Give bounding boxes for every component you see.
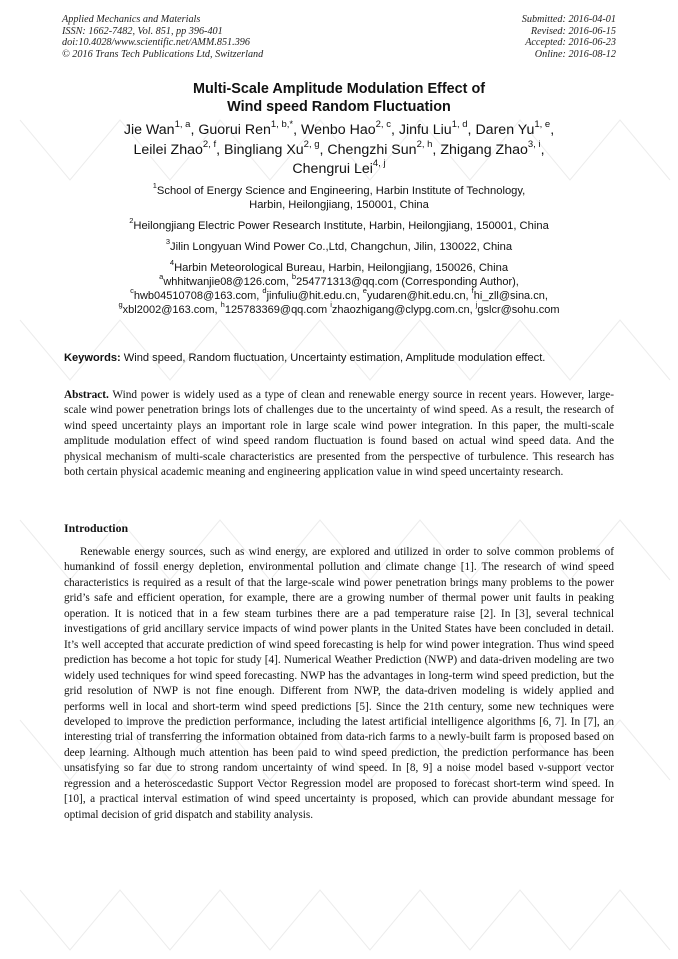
author-separator: , — [432, 141, 441, 158]
keywords-label: Keywords: — [64, 352, 121, 364]
author-separator: , — [467, 122, 476, 138]
journal-name: Applied Mechanics and Materials — [62, 14, 201, 25]
author-name: Zhigang Zhao — [440, 141, 528, 158]
author-email: whhitwanjie08@126.com, — [163, 276, 292, 288]
affiliation-text: Harbin, Heilongjiang, 150001, China — [249, 199, 429, 211]
author-name: Jinfu Liu — [398, 122, 452, 138]
title-line: Multi-Scale Amplitude Modulation Effect of — [192, 81, 486, 97]
author-email: 125783369@qq.com — [224, 304, 331, 316]
copyright-line: © 2016 Trans Tech Publications Ltd, Switzerland — [62, 48, 264, 60]
email-mark: e — [362, 286, 367, 296]
email-mark: h — [220, 300, 225, 310]
affiliation-line — [40, 181, 638, 198]
author-affiliation-mark: 1, e — [534, 119, 551, 131]
email-mark: c — [130, 286, 134, 296]
doi-line: doi:10.4028/www.scientific.net/AMM.851.396 — [62, 37, 250, 49]
author-line — [40, 138, 638, 161]
author-line — [40, 160, 638, 180]
affiliation-number: 1 — [152, 181, 157, 191]
author-affiliation-mark: 2, h — [416, 138, 433, 150]
issn-line: ISSN: 1662-7482, Vol. 851, pp 396-401 — [62, 25, 223, 37]
email-mark: f — [471, 286, 474, 296]
author-name: Bingliang Xu — [224, 141, 304, 158]
author-line — [40, 121, 638, 141]
affiliation-text: Jilin Longyuan Wind Power Co.,Ltd, Changchun, Jilin, 130022, China — [170, 241, 513, 253]
author-name: Leilei Zhao — [133, 141, 203, 158]
affiliation-text: School of Energy Science and Engineering, Harbin Institute of Technology, — [156, 185, 526, 197]
affiliation-text: Heilongjiang Electric Power Research Institute, Harbin, Heilongjiang, 150001, China — [133, 220, 549, 232]
author-separator: , — [550, 122, 555, 138]
author-separator: , — [293, 122, 301, 138]
affiliations — [40, 181, 638, 317]
author-name: Jie Wan — [123, 122, 175, 138]
author-name: Wenbo Hao — [300, 122, 376, 138]
author-affiliation-mark: 1, b,* — [270, 119, 294, 131]
author-separator: , — [390, 122, 399, 138]
keywords — [64, 351, 624, 365]
author-separator: , — [190, 122, 199, 138]
abstract-text: Wind power is widely used as a type of clean and renewable energy source in recent years. However, large-scale wind power penetration brings lots of challenges due to the uncertainty of wind speed. As a result, the research of wind speed uncertainty plays an important role in large scale wind power integration. In this paper, the multi-scale amplitude modulation effect of wind speed random fluctuation is found based on actual wind speed data. And the physical mechanism of multi-scale characteristics are presented from the perspective of turbulence. This research has both certain physical academic meaning and engineering application value in wind speed uncertainty research. — [64, 389, 614, 479]
author-email: jinfuliu@hit.edu.cn, — [266, 290, 363, 302]
author-email: xbl2002@163.com, — [122, 304, 221, 316]
author-separator: , — [319, 141, 328, 158]
author-email: gslcr@sohu.com — [477, 304, 560, 316]
author-name: Chengzhi Sun — [327, 141, 417, 158]
publication-dates — [522, 14, 616, 60]
abstract — [64, 388, 614, 480]
affiliation-number: 4 — [169, 258, 175, 268]
section-heading-introduction: Introduction — [64, 521, 129, 535]
paper-title — [40, 80, 638, 116]
author-email: hwb04510708@163.com, — [133, 290, 263, 302]
author-affiliation-mark: 4, j — [372, 158, 386, 170]
author-email: zhaozhigang@clypg.com.cn, — [331, 304, 476, 316]
journal-info — [62, 14, 263, 60]
affiliation-line — [40, 258, 638, 275]
author-email: 254771313@qq.com (Corresponding Author), — [296, 276, 519, 288]
author-affiliation-mark: 2, f — [202, 138, 217, 150]
author-affiliation-mark: 1, a — [174, 119, 191, 131]
affiliation-text: Harbin Meteorological Bureau, Harbin, Heilongjiang, 150026, China — [174, 262, 509, 274]
email-line — [40, 286, 638, 303]
email-mark: d — [262, 286, 267, 296]
email-mark: i — [330, 300, 332, 310]
introduction-paragraph: Renewable energy sources, such as wind energy, are explored and utilized in order to solve common problems of humankind of fossil energy depletion, environmental pollution and climate change [1]. The research of wind speed characteristics is required as a result of that the large-scale wind power penetration brings many problems to the power grid’s safe and efficient operation, for example, there are a growing number of thermal power unit faults in peaking operation. It is noticed that in a few steam turbines there are a pad temperature raise [2]. In [3], several technical investigations of grid ancillary service impacts of wind power plants in the United States have been concluded in detail. It’s well accepted that accurate prediction of wind speed forecasting is help for wind power integration. Thus wind speed prediction has become a hot topic for study [4]. Numerical Weather Prediction (NWP) and data-driven modeling are two widely used techniques for wind speed forecasting. NWP has the advantages in long-term wind speed prediction, but the grid resolution of NWP is not fine enough. Different from NWP, the data-driven modeling is widely applied and performs well in local and short-term wind speed predictions [5]. Since the 21th century, some new techniques were developed to improve the prediction performance, including the latest artificial intelligence algorithms [6, 7]. In [7], an interesting trial of transferring the information obtained from data-rich farms to a newly-built farm is proposed based on deep learning. Although much attention has been paid to wind speed prediction, the prediction performance has been unsatisfying so far due to strong random uncertainty of wind speed. In [8, 9] a noise model based ν-support vector regression and a heteroscedastic Support Vector Regression model are proposed to forecast short-term wind speed. In [10], a practical interval estimation of wind speed uncertainty is proposed, which can provide abundant message for optimal decision of grid dispatch and stability analysis. — [64, 546, 614, 821]
author-separator: , — [540, 141, 545, 158]
author-affiliation-mark: 2, g — [303, 138, 320, 150]
author-affiliation-mark: 3, i — [527, 138, 541, 150]
email-line — [40, 300, 638, 317]
abstract-label: Abstract. — [64, 389, 109, 401]
author-separator: , — [216, 141, 224, 158]
author-email: yudaren@hit.edu.cn, — [366, 290, 472, 302]
submitted-date: Submitted: 2016-04-01 — [521, 14, 616, 25]
affiliation-number: 2 — [129, 216, 134, 226]
email-mark: g — [118, 300, 123, 310]
email-mark: b — [291, 272, 297, 282]
revised-date: Revised: 2016-06-15 — [530, 25, 616, 37]
author-email: hi_zll@sina.cn, — [473, 290, 548, 302]
affiliation-line — [40, 216, 638, 233]
author-affiliation-mark: 1, d — [451, 119, 468, 131]
affiliation-number: 3 — [165, 237, 171, 247]
online-date: Online: 2016-08-12 — [534, 48, 616, 60]
author-name: Daren Yu — [475, 122, 535, 138]
email-mark: a — [159, 272, 164, 282]
affiliation-line — [40, 237, 638, 254]
author-name: Chengrui Lei — [292, 161, 373, 178]
author-name: Guorui Ren — [198, 122, 271, 138]
author-list — [40, 121, 638, 180]
accepted-date: Accepted: 2016-06-23 — [525, 37, 616, 49]
title-line: Wind speed Random Fluctuation — [227, 99, 451, 115]
author-affiliation-mark: 2, c — [375, 119, 391, 131]
keywords-text: Wind speed, Random fluctuation, Uncertainty estimation, Amplitude modulation effect. — [120, 352, 546, 364]
email-mark: j — [475, 300, 478, 310]
affiliation-line — [40, 198, 638, 212]
